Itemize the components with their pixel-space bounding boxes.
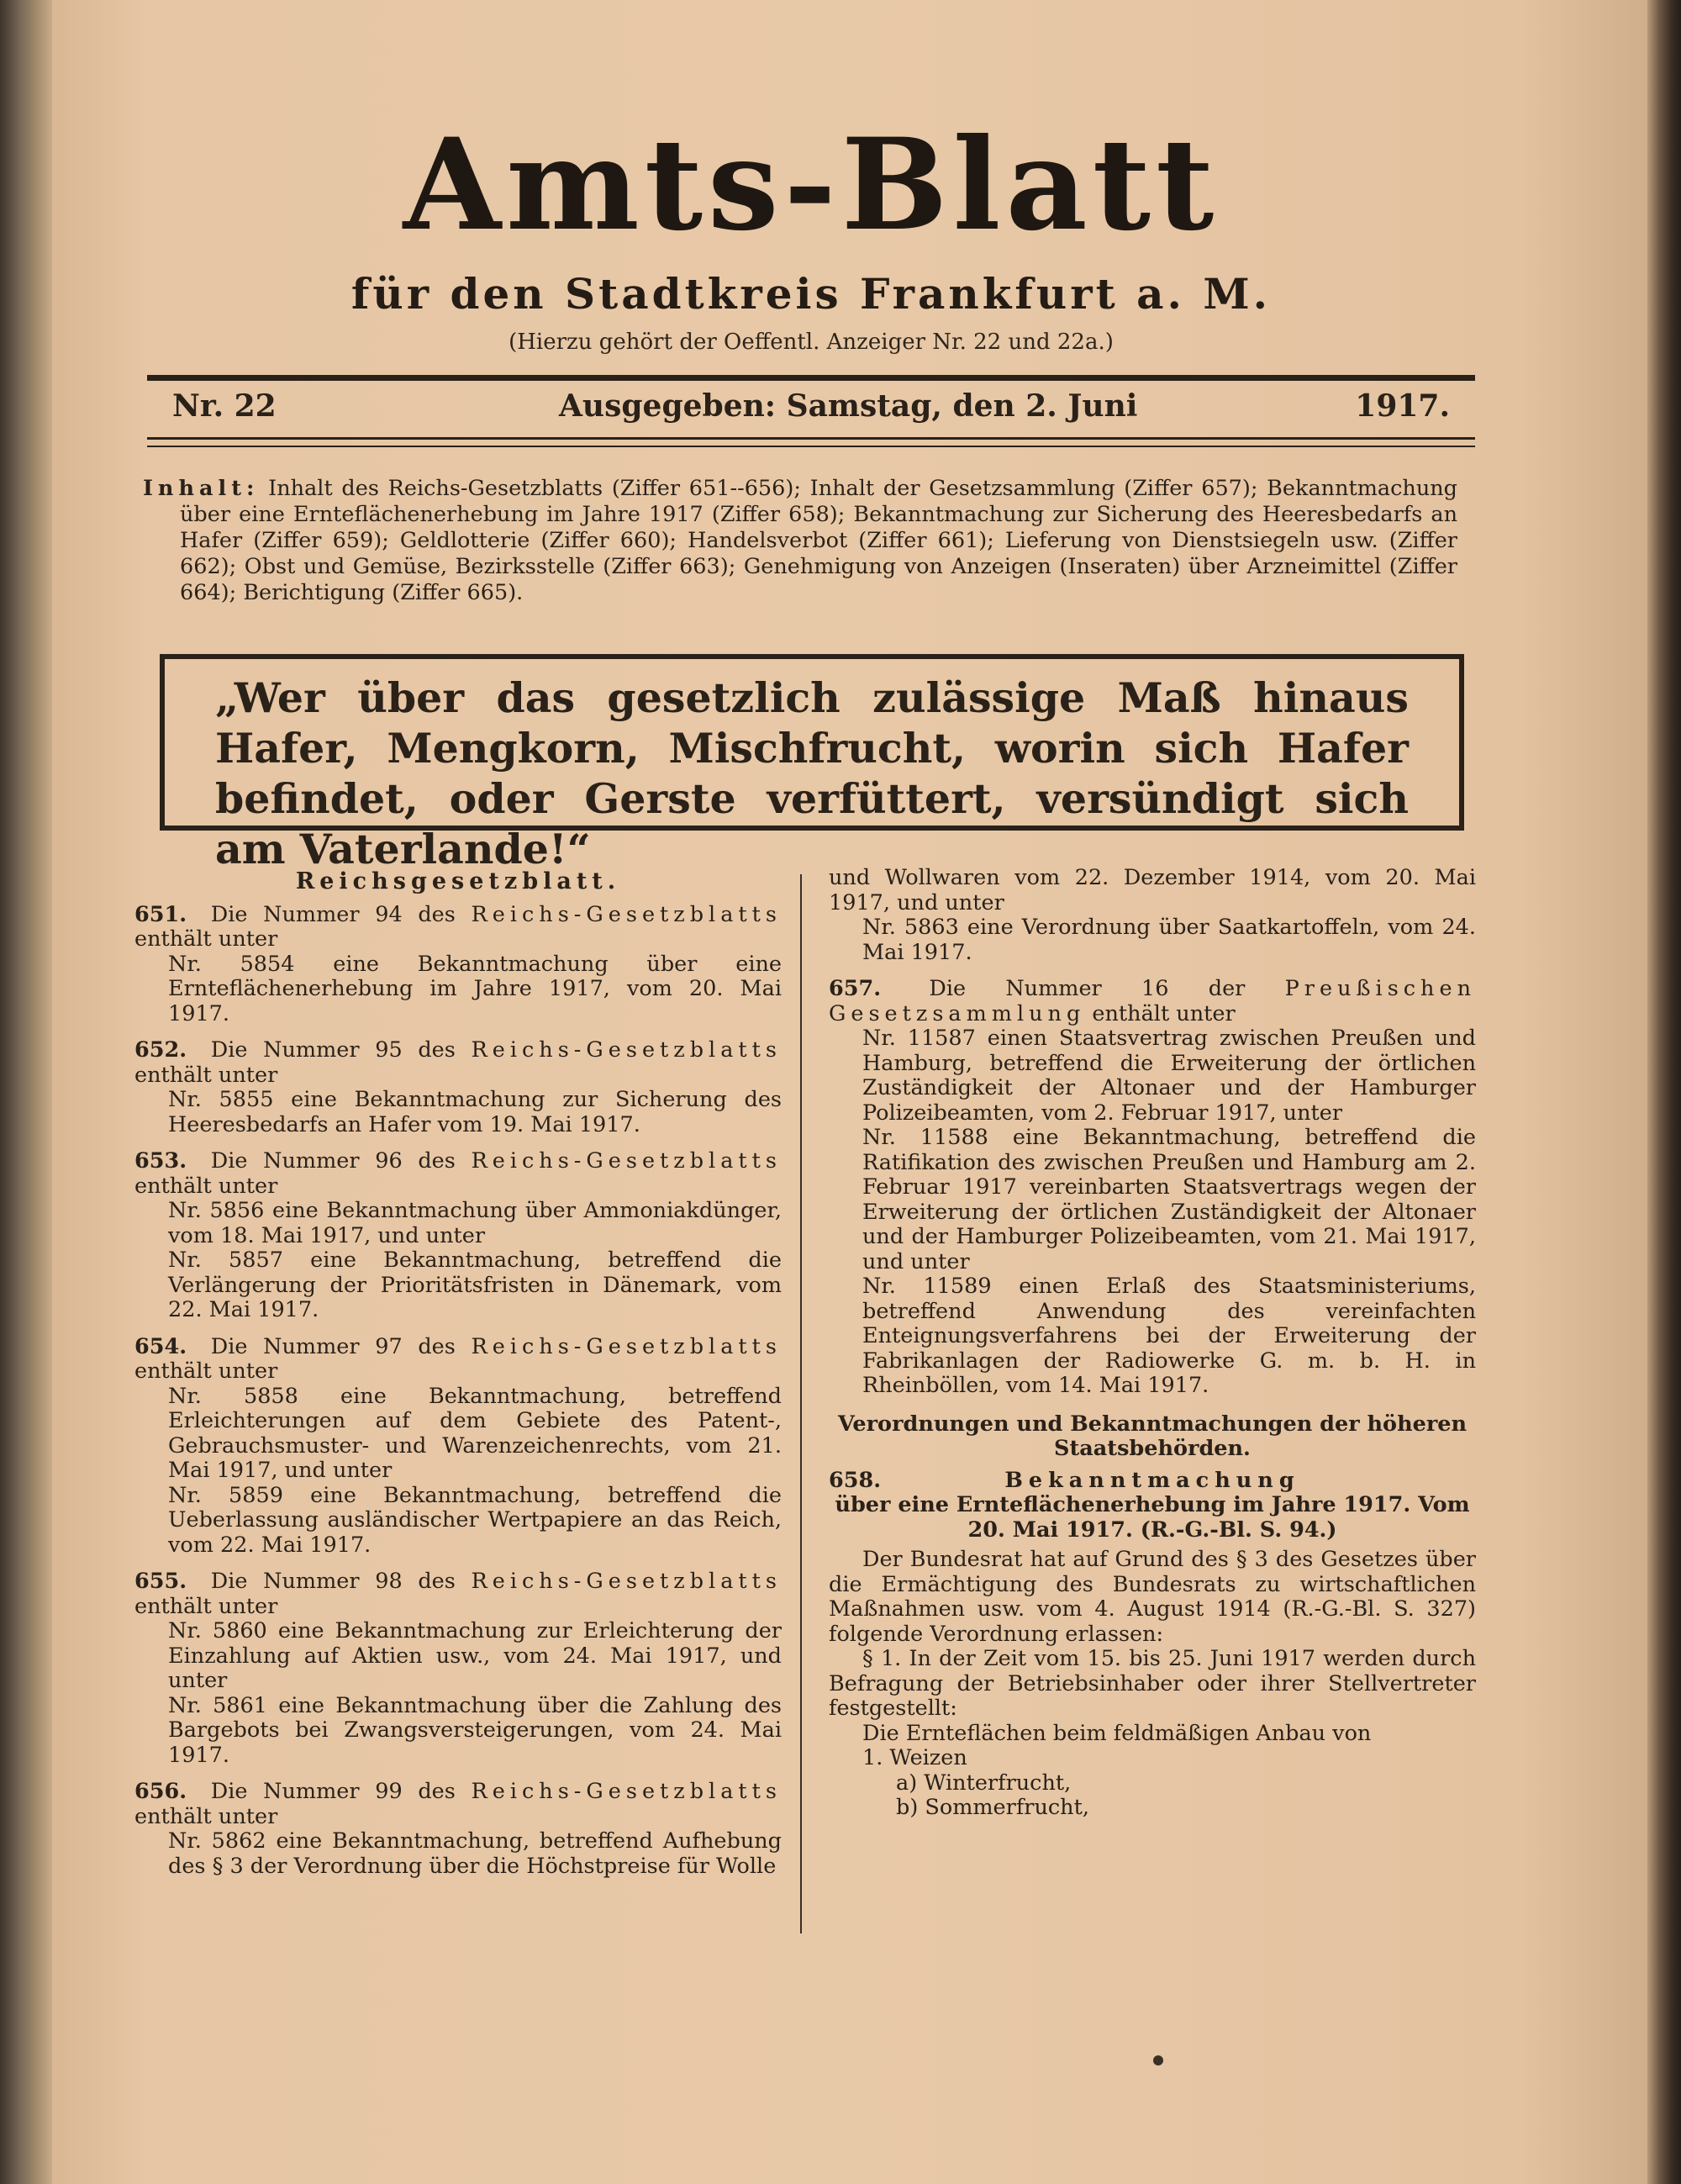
book-binding-left xyxy=(0,0,52,2184)
motto-text: „Wer über das gesetzlich zulässige Maß hinaus Hafer, Mengkorn, Mischfrucht, worin sich Hafer befindet, oder Gerste verfüttert, versündigt sich am Vaterlande!“ xyxy=(215,673,1409,873)
list-item: a) Winterfrucht, xyxy=(896,1770,1072,1796)
entry-head xyxy=(134,1569,782,1619)
list-heading: 1. Weizen xyxy=(862,1745,967,1770)
entry-head-spaced: Preußischen Gesetzsammlung xyxy=(829,976,1476,1026)
right-column xyxy=(829,866,1476,1833)
entry-head-post: enthält unter xyxy=(134,1062,278,1088)
entry-number: 656. xyxy=(134,1779,187,1804)
entry-head-post: enthält unter xyxy=(134,1358,278,1384)
contents-label: Inhalt: xyxy=(143,476,260,501)
entry-head-text: Die Nummer 96 des xyxy=(210,1148,456,1174)
entry-number: 657. xyxy=(829,976,882,1001)
bottom-rule xyxy=(147,437,1475,440)
entry-head-post: enthält unter xyxy=(134,926,278,952)
entry-head-text: Die Nummer 97 des xyxy=(210,1333,456,1359)
entry-head-text: Die Nummer 98 des xyxy=(210,1569,456,1594)
motto-box xyxy=(160,654,1464,873)
entry-item: Nr. 5857 eine Bekanntmachung, betreffend die Verlängerung der Prioritätsfristen in Dänemark, vom 22. Mai 1917. xyxy=(168,1248,782,1322)
entry-head-text: Die Nummer 94 des xyxy=(210,901,456,927)
entry-head-spaced: Reichs-Gesetzblatts xyxy=(471,1333,782,1359)
entry-head-post: enthält unter xyxy=(134,1803,278,1829)
entry-head xyxy=(829,977,1476,1026)
entry-head-spaced: Reichs-Gesetzblatts xyxy=(471,1779,782,1804)
entry-item: Nr. 5861 eine Bekanntmachung über die Zahlung des Bargebots bei Zwangsversteigerungen, vom 24. Mai 1917. xyxy=(168,1692,782,1768)
masthead-subtitle: für den Stadtkreis Frankfurt a. M. xyxy=(350,269,1272,319)
entry-head-spaced: Reichs-Gesetzblatts xyxy=(471,1037,782,1063)
book-binding-right xyxy=(1647,0,1681,2184)
section-title-verordnungen: Verordnungen und Bekanntmachungen der höheren Staatsbehörden. xyxy=(837,1411,1468,1461)
entry-item: Nr. 5860 eine Bekanntmachung zur Erleichterung der Einzahlung auf Aktien usw., vom 24. Mai 1917, und unter xyxy=(168,1618,782,1693)
entry-item: Nr. 5854 eine Bekanntmachung über eine Ernteflächenerhebung im Jahre 1917, vom 20. Mai 1917. xyxy=(168,951,782,1026)
section-title-reichsgesetzblatt: Reichsgesetzblatt. xyxy=(295,868,621,894)
entry-item: Nr. 11587 einen Staatsvertrag zwischen Preußen und Hamburg, betreffend die Erweiterung der örtlichen Zuständigkeit der Altonaer und der Hamburger Polizeibeamten, vom 2. Februar 1917, unter xyxy=(862,1026,1476,1126)
entry-head xyxy=(134,1149,782,1199)
continuation-item: Nr. 5863 eine Verordnung über Saatkartoffeln, vom 24. Mai 1917. xyxy=(862,915,1476,965)
announcement-paragraph: § 1. In der Zeit vom 15. bis 25. Juni 1917 werden durch Befragung der Betriebsinhaber oder ihrer Stellvertreter festgestellt: xyxy=(829,1646,1476,1721)
entry-head xyxy=(134,1335,782,1385)
bottom-rule-thin xyxy=(147,446,1475,447)
entry-head-post: enthält unter xyxy=(134,1173,278,1199)
entry-654 xyxy=(134,1335,782,1559)
entry-653 xyxy=(134,1149,782,1323)
entry-item: Nr. 5856 eine Bekanntmachung über Ammoniakdünger, vom 18. Mai 1917, und unter xyxy=(168,1198,782,1248)
issue-date: Ausgegeben: Samstag, den 2. Juni xyxy=(559,388,1138,424)
entry-head-text: Die Nummer 99 des xyxy=(210,1779,456,1804)
announcement-intro: Der Bundesrat hat auf Grund des § 3 des Gesetzes über die Ermächtigung des Bundesrats zu wirtschaftlichen Maßnahmen usw. vom 4. August 1914 (R.-G.-Bl. S. 327) folgende Verordnung erlassen: xyxy=(829,1547,1476,1647)
entry-658 xyxy=(829,1469,1476,1821)
entry-number: 654. xyxy=(134,1333,187,1359)
announcement-title: Bekanntmachung xyxy=(1004,1467,1300,1493)
entry-657 xyxy=(829,977,1476,1399)
entry-item: Nr. 5855 eine Bekanntmachung zur Sicherung des Heeresbedarfs an Hafer vom 19. Mai 1917. xyxy=(168,1087,782,1137)
entry-head-spaced: Reichs-Gesetzblatts xyxy=(471,901,782,927)
entry-item: Nr. 5859 eine Bekanntmachung, betreffend die Ueberlassung ausländischer Wertpapiere an das Reich, vom 22. Mai 1917. xyxy=(168,1482,782,1558)
contents-text: Inhalt des Reichs-Gesetzblatts (Ziffer 651--656); Inhalt der Gesetzsammlung (Ziffer 657); Bekanntmachung über eine Ernteflächenerhebung im Jahre 1917 (Ziffer 658); Bekanntmachung zur Sicherung des Heeresbedarfs an Hafer (Ziffer 659); Geldlotterie (Ziffer 660); Handelsverbot (Ziffer 661); Lieferung von Dienstsiegeln usw. (Ziffer 662); Obst und Gemüse, Bezirksstelle (Ziffer 663); Genehmigung von Anzeigen (Inseraten) über Arzneimittel (Ziffer 664); Berichtigung (Ziffer 665). xyxy=(180,476,1458,605)
entry-item: Nr. 11588 eine Bekanntmachung, betreffend die Ratifikation des zwischen Preußen und Hamburg am 2. Februar 1917 vereinbarten Staatsvertrags wegen der Erweiterung der örtlichen Zuständigkeit der Altonaer und der Hamburger Polizeibeamten, vom 21. Mai 1917, und unter xyxy=(862,1125,1476,1274)
entry-head-post: enthält unter xyxy=(1092,1000,1236,1026)
entry-number: 653. xyxy=(134,1148,187,1174)
entry-item: Nr. 5862 eine Bekanntmachung, betreffend Aufhebung des § 3 der Verordnung über die Höchstpreise für Wolle xyxy=(168,1828,782,1879)
ink-dot xyxy=(1153,2055,1163,2065)
entry-652 xyxy=(134,1038,782,1137)
issue-year: 1917. xyxy=(1355,388,1450,424)
masthead-note: (Hierzu gehört der Oeffentl. Anzeiger Nr. 22 und 22a.) xyxy=(509,330,1114,355)
masthead-title: Amts-Blatt xyxy=(403,111,1220,259)
entry-head-spaced: Reichs-Gesetzblatts xyxy=(471,1569,782,1594)
entry-head-spaced: Reichs-Gesetzblatts xyxy=(471,1148,782,1174)
entry-head xyxy=(134,1780,782,1829)
announcement-subtitle: über eine Ernteflächenerhebung im Jahre 1917. Vom 20. Mai 1917. (R.-G.-Bl. S. 94.) xyxy=(835,1492,1470,1543)
entry-658-head xyxy=(829,1469,1476,1494)
entry-651 xyxy=(134,903,782,1027)
top-rule xyxy=(147,375,1475,381)
entry-number: 658. xyxy=(829,1467,882,1493)
entry-item: Nr. 11589 einen Erlaß des Staatsministeriums, betreffend Anwendung des vereinfachten Enteignungsverfahrens bei der Erweiterung der Fabrikanlagen der Radiowerke G. m. b. H. in Rheinböllen, vom 14. Mai 1917. xyxy=(862,1274,1476,1398)
entry-head xyxy=(134,1038,782,1088)
entry-head xyxy=(134,903,782,952)
entry-number: 655. xyxy=(134,1569,187,1594)
announcement-paragraph: Die Ernteflächen beim feldmäßigen Anbau von xyxy=(862,1720,1372,1746)
continuation-text: und Wollwaren vom 22. Dezember 1914, vom 20. Mai 1917, und unter xyxy=(829,865,1476,915)
list-item: b) Sommerfrucht, xyxy=(896,1795,1089,1820)
entry-head-post: enthält unter xyxy=(134,1593,278,1619)
entry-655 xyxy=(134,1569,782,1768)
entry-number: 651. xyxy=(134,901,187,927)
issue-number: Nr. 22 xyxy=(172,388,277,424)
entry-head-text: Die Nummer 16 der xyxy=(929,976,1246,1001)
entry-656 xyxy=(134,1780,782,1879)
column-divider xyxy=(800,874,802,1933)
issue-line xyxy=(172,388,1450,430)
entry-head-text: Die Nummer 95 des xyxy=(210,1037,456,1063)
left-column xyxy=(134,866,782,1891)
entry-item: Nr. 5858 eine Bekanntmachung, betreffend Erleichterungen auf dem Gebiete des Patent-, Gebrauchsmuster- und Warenzeichenrechts, vom 21. Mai 1917, und unter xyxy=(168,1383,782,1483)
entry-number: 652. xyxy=(134,1037,187,1063)
table-of-contents xyxy=(143,476,1457,606)
